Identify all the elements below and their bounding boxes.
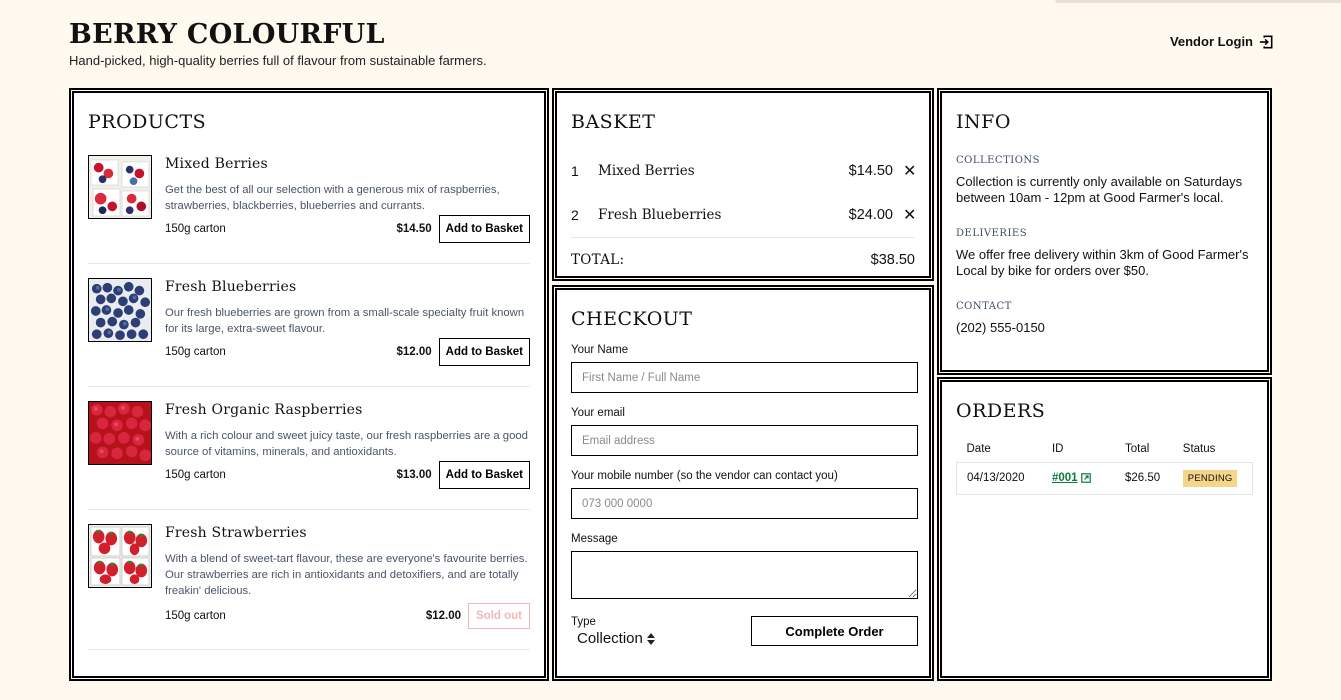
checkout-panel xyxy=(552,285,934,681)
contact-heading: CONTACT xyxy=(956,301,1012,312)
basket-item-name: Fresh Blueberries xyxy=(598,207,722,223)
product-size: 150g carton xyxy=(165,346,226,358)
add-to-basket-button[interactable]: Add to Basket xyxy=(439,461,530,489)
vendor-login-label: Vendor Login xyxy=(1169,34,1253,49)
complete-order-button[interactable]: Complete Order xyxy=(751,616,918,646)
product-name: Mixed Berries xyxy=(165,156,268,172)
product-description: Our fresh blueberries are grown from a small-scale specialty fruit known for its large, extra-sweet flavour. xyxy=(165,307,525,335)
mobile-label: Your mobile number (so the vendor can contact you) xyxy=(571,470,838,482)
basket-item-price: $14.50 xyxy=(848,163,893,179)
select-arrows-icon xyxy=(647,633,655,645)
email-input[interactable] xyxy=(571,425,918,456)
column-header-date: Date xyxy=(966,442,991,455)
contact-phone: (202) 555-0150 xyxy=(956,320,1045,335)
basket-panel xyxy=(552,88,934,281)
order-id: #001 xyxy=(1051,472,1078,484)
orders-panel xyxy=(937,377,1272,681)
product-description: Get the best of all our selection with a generous mix of raspberries, strawberries, blackberries, blueberries and currants. xyxy=(165,184,500,212)
checkout-title: CHECKOUT xyxy=(571,308,693,330)
external-link-icon xyxy=(1081,473,1091,483)
order-id-link[interactable] xyxy=(1052,472,1091,484)
top-scroll-indicator xyxy=(1055,0,1341,3)
basket-total-row xyxy=(571,237,915,281)
basket-total-label: TOTAL: xyxy=(571,251,625,268)
order-id-cell xyxy=(1042,462,1115,494)
orders-table xyxy=(956,436,1253,495)
product-description: With a blend of sweet-tart flavour, these are everyone's favourite berries. Our strawberries are rich in antioxidants and detoxifiers, and are totally freakin' delicious. xyxy=(165,553,528,597)
email-label: Your email xyxy=(571,407,625,419)
type-select-value: Collection xyxy=(577,630,643,647)
table-row xyxy=(957,462,1253,494)
column-header-total: Total xyxy=(1124,442,1150,455)
product-item xyxy=(88,278,530,387)
product-price: $12.00 xyxy=(396,346,432,358)
name-label: Your Name xyxy=(571,344,629,356)
mixed-berries-image xyxy=(88,155,152,219)
vendor-login-link[interactable] xyxy=(1170,34,1273,49)
products-title: PRODUCTS xyxy=(88,111,207,133)
remove-icon[interactable]: ✕ xyxy=(903,163,917,180)
product-price: $12.00 xyxy=(425,610,461,622)
collections-heading: COLLECTIONS xyxy=(956,155,1041,166)
product-name: Fresh Organic Raspberries xyxy=(165,402,363,418)
order-date: 04/13/2020 xyxy=(957,462,1042,494)
basket-item-name: Mixed Berries xyxy=(598,163,695,179)
type-label: Type xyxy=(571,616,596,628)
brand-title: BERRY COLOURFUL xyxy=(69,19,385,50)
basket-item-price: $24.00 xyxy=(848,207,893,223)
basket-item-number: 1 xyxy=(571,163,579,179)
basket-total-value: $38.50 xyxy=(870,251,915,268)
product-size: 150g carton xyxy=(165,223,226,235)
orders-header-row xyxy=(957,436,1253,462)
collections-text: Collection is currently only available on Saturdays between 10am - 12pm at Good Farmer's local. xyxy=(956,174,1243,205)
sold-out-button: Sold out xyxy=(468,603,530,629)
basket-item-number: 2 xyxy=(571,207,579,223)
deliveries-text: We offer free delivery within 3km of Good Farmer's Local by bike for orders over $50. xyxy=(956,247,1249,278)
orders-title: ORDERS xyxy=(956,400,1046,422)
product-description: With a rich colour and sweet juicy taste, our fresh raspberries are a good source of vitamins, minerals, and antioxidants. xyxy=(165,430,528,458)
product-name: Fresh Strawberries xyxy=(165,525,307,541)
product-price: $14.50 xyxy=(396,223,432,235)
products-panel xyxy=(69,88,549,681)
type-select[interactable] xyxy=(571,630,655,647)
status-badge: PENDING xyxy=(1183,470,1238,487)
basket-title: BASKET xyxy=(571,111,656,133)
column-header-status: Status xyxy=(1182,442,1216,455)
info-title: INFO xyxy=(956,111,1011,133)
deliveries-heading: DELIVERIES xyxy=(956,228,1028,239)
strawberries-image xyxy=(88,524,152,588)
order-status-cell xyxy=(1173,462,1253,494)
site-header xyxy=(69,18,1273,74)
message-textarea[interactable] xyxy=(571,551,918,599)
add-to-basket-button[interactable]: Add to Basket xyxy=(439,215,530,243)
basket-item xyxy=(571,149,915,193)
product-size: 150g carton xyxy=(165,610,226,622)
product-name: Fresh Blueberries xyxy=(165,279,297,295)
product-item xyxy=(88,401,530,510)
remove-icon[interactable]: ✕ xyxy=(903,207,917,224)
basket-item xyxy=(571,193,915,237)
column-header-id: ID xyxy=(1051,442,1064,455)
info-panel xyxy=(937,88,1272,375)
product-size: 150g carton xyxy=(165,469,226,481)
product-item xyxy=(88,155,530,264)
sign-in-icon xyxy=(1259,35,1273,49)
order-total: $26.50 xyxy=(1115,462,1173,494)
name-input[interactable] xyxy=(571,362,918,393)
mobile-input[interactable] xyxy=(571,488,918,519)
product-price: $13.00 xyxy=(396,469,432,481)
message-label: Message xyxy=(571,533,618,545)
brand-tagline: Hand-picked, high-quality berries full of flavour from sustainable farmers. xyxy=(69,53,487,68)
raspberries-image xyxy=(88,401,152,465)
add-to-basket-button[interactable]: Add to Basket xyxy=(439,338,530,366)
product-item xyxy=(88,524,530,650)
blueberries-image xyxy=(88,278,152,342)
